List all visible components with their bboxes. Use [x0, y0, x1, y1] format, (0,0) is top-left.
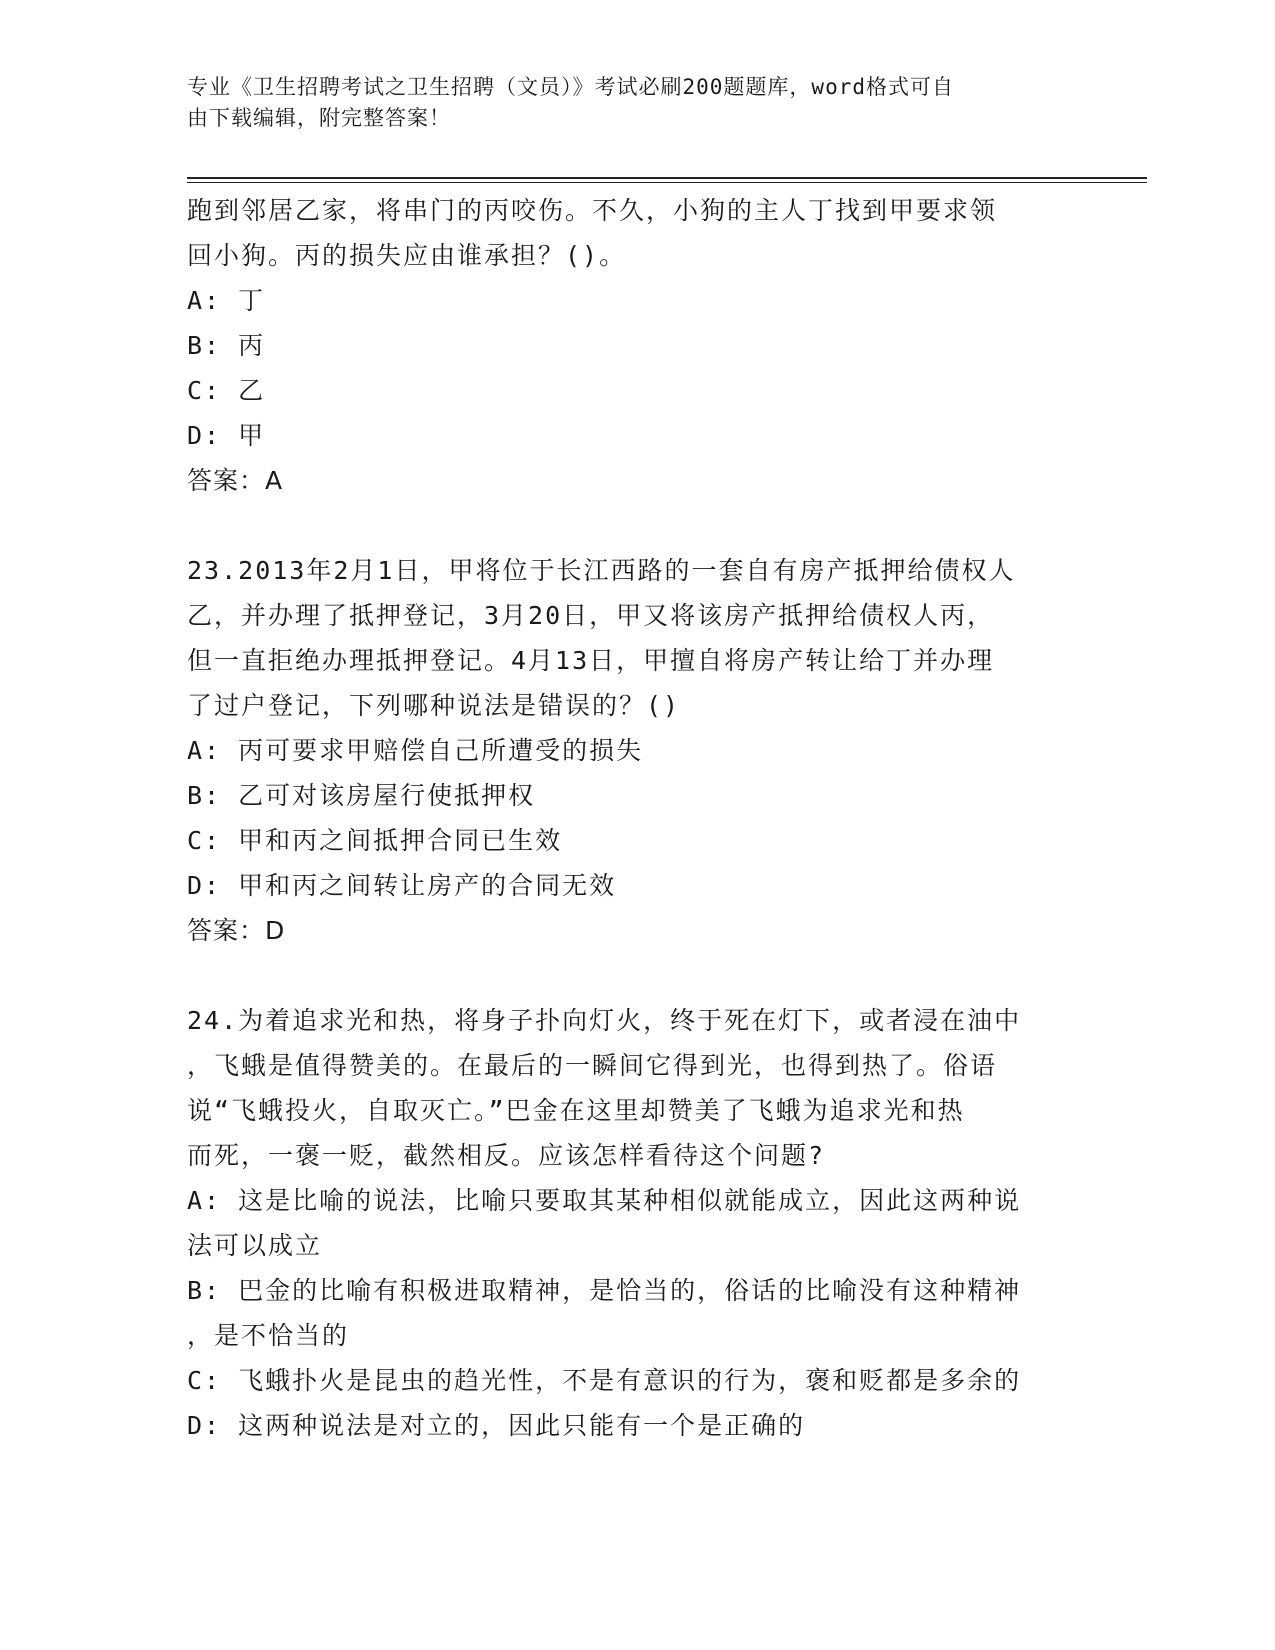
question-stem-line: ，飞蛾是值得赞美的。在最后的一瞬间它得到光，也得到热了。俗语: [187, 1051, 998, 1080]
option-b: B: 丙: [187, 331, 266, 360]
question-22: [187, 188, 1087, 503]
spacer: [187, 503, 1087, 548]
question-stem-line: 23.2013年2月1日，甲将位于长江西路的一套自有房产抵押给债权人: [187, 556, 1016, 585]
question-stem-line: 24.为着追求光和热，将身子扑向灯火，终于死在灯下，或者浸在油中: [187, 1006, 1022, 1035]
option-a: A: 丁: [187, 286, 266, 315]
answer-line: 答案：D: [187, 916, 286, 945]
option-d: D: 甲: [187, 421, 266, 450]
header-rule-thin: [187, 182, 1147, 183]
option-d: D: 甲和丙之间转让房产的合同无效: [187, 871, 617, 900]
option-a: A: 丙可要求甲赔偿自己所遭受的损失: [187, 736, 644, 765]
question-23: [187, 548, 1087, 953]
option-a-continued: 法可以成立: [187, 1231, 323, 1260]
question-stem-line: 说“飞蛾投火，自取灭亡。”巴金在这里却赞美了飞蛾为追求光和热: [187, 1096, 965, 1125]
option-b-continued: ，是不恰当的: [187, 1321, 350, 1350]
option-c: C: 乙: [187, 376, 266, 405]
question-stem-line: 乙，并办理了抵押登记，3月20日，甲又将该房产抵押给债权人丙，: [187, 601, 995, 630]
option-d: D: 这两种说法是对立的，因此只能有一个是正确的: [187, 1411, 806, 1440]
answer-line: 答案：A: [187, 466, 284, 495]
spacer: [187, 953, 1087, 998]
question-stem-line: 但一直拒绝办理抵押登记。4月13日，甲擅自将房产转让给丁并办理: [187, 646, 995, 675]
option-b: B: 巴金的比喻有积极进取精神，是恰当的，俗话的比喻没有这种精神: [187, 1276, 1022, 1305]
question-stem-line: 而死，一褒一贬，截然相反。应该怎样看待这个问题?: [187, 1141, 826, 1170]
option-c: C: 飞蛾扑火是昆虫的趋光性，不是有意识的行为，褒和贬都是多余的: [187, 1366, 1022, 1395]
question-24: [187, 998, 1087, 1448]
option-c: C: 甲和丙之间抵押合同已生效: [187, 826, 563, 855]
document-header: [187, 72, 1067, 134]
question-stem-line: 了过户登记，下列哪种说法是错误的？(): [187, 691, 681, 720]
header-line-1: 专业《卫生招聘考试之卫生招聘（文员）》考试必刷200题题库，word格式可自: [187, 75, 954, 99]
option-b: B: 乙可对该房屋行使抵押权: [187, 781, 536, 810]
option-a: A: 这是比喻的说法，比喻只要取其某种相似就能成立，因此这两种说: [187, 1186, 1022, 1215]
header-rule-thick: [187, 177, 1147, 179]
question-stem-line: 回小狗。丙的损失应由谁承担？()。: [187, 241, 627, 270]
header-line-2: 由下载编辑，附完整答案！: [187, 106, 451, 130]
document-body: [187, 188, 1087, 1448]
question-stem-line: 跑到邻居乙家，将串门的丙咬伤。不久，小狗的主人丁找到甲要求领: [187, 196, 998, 225]
